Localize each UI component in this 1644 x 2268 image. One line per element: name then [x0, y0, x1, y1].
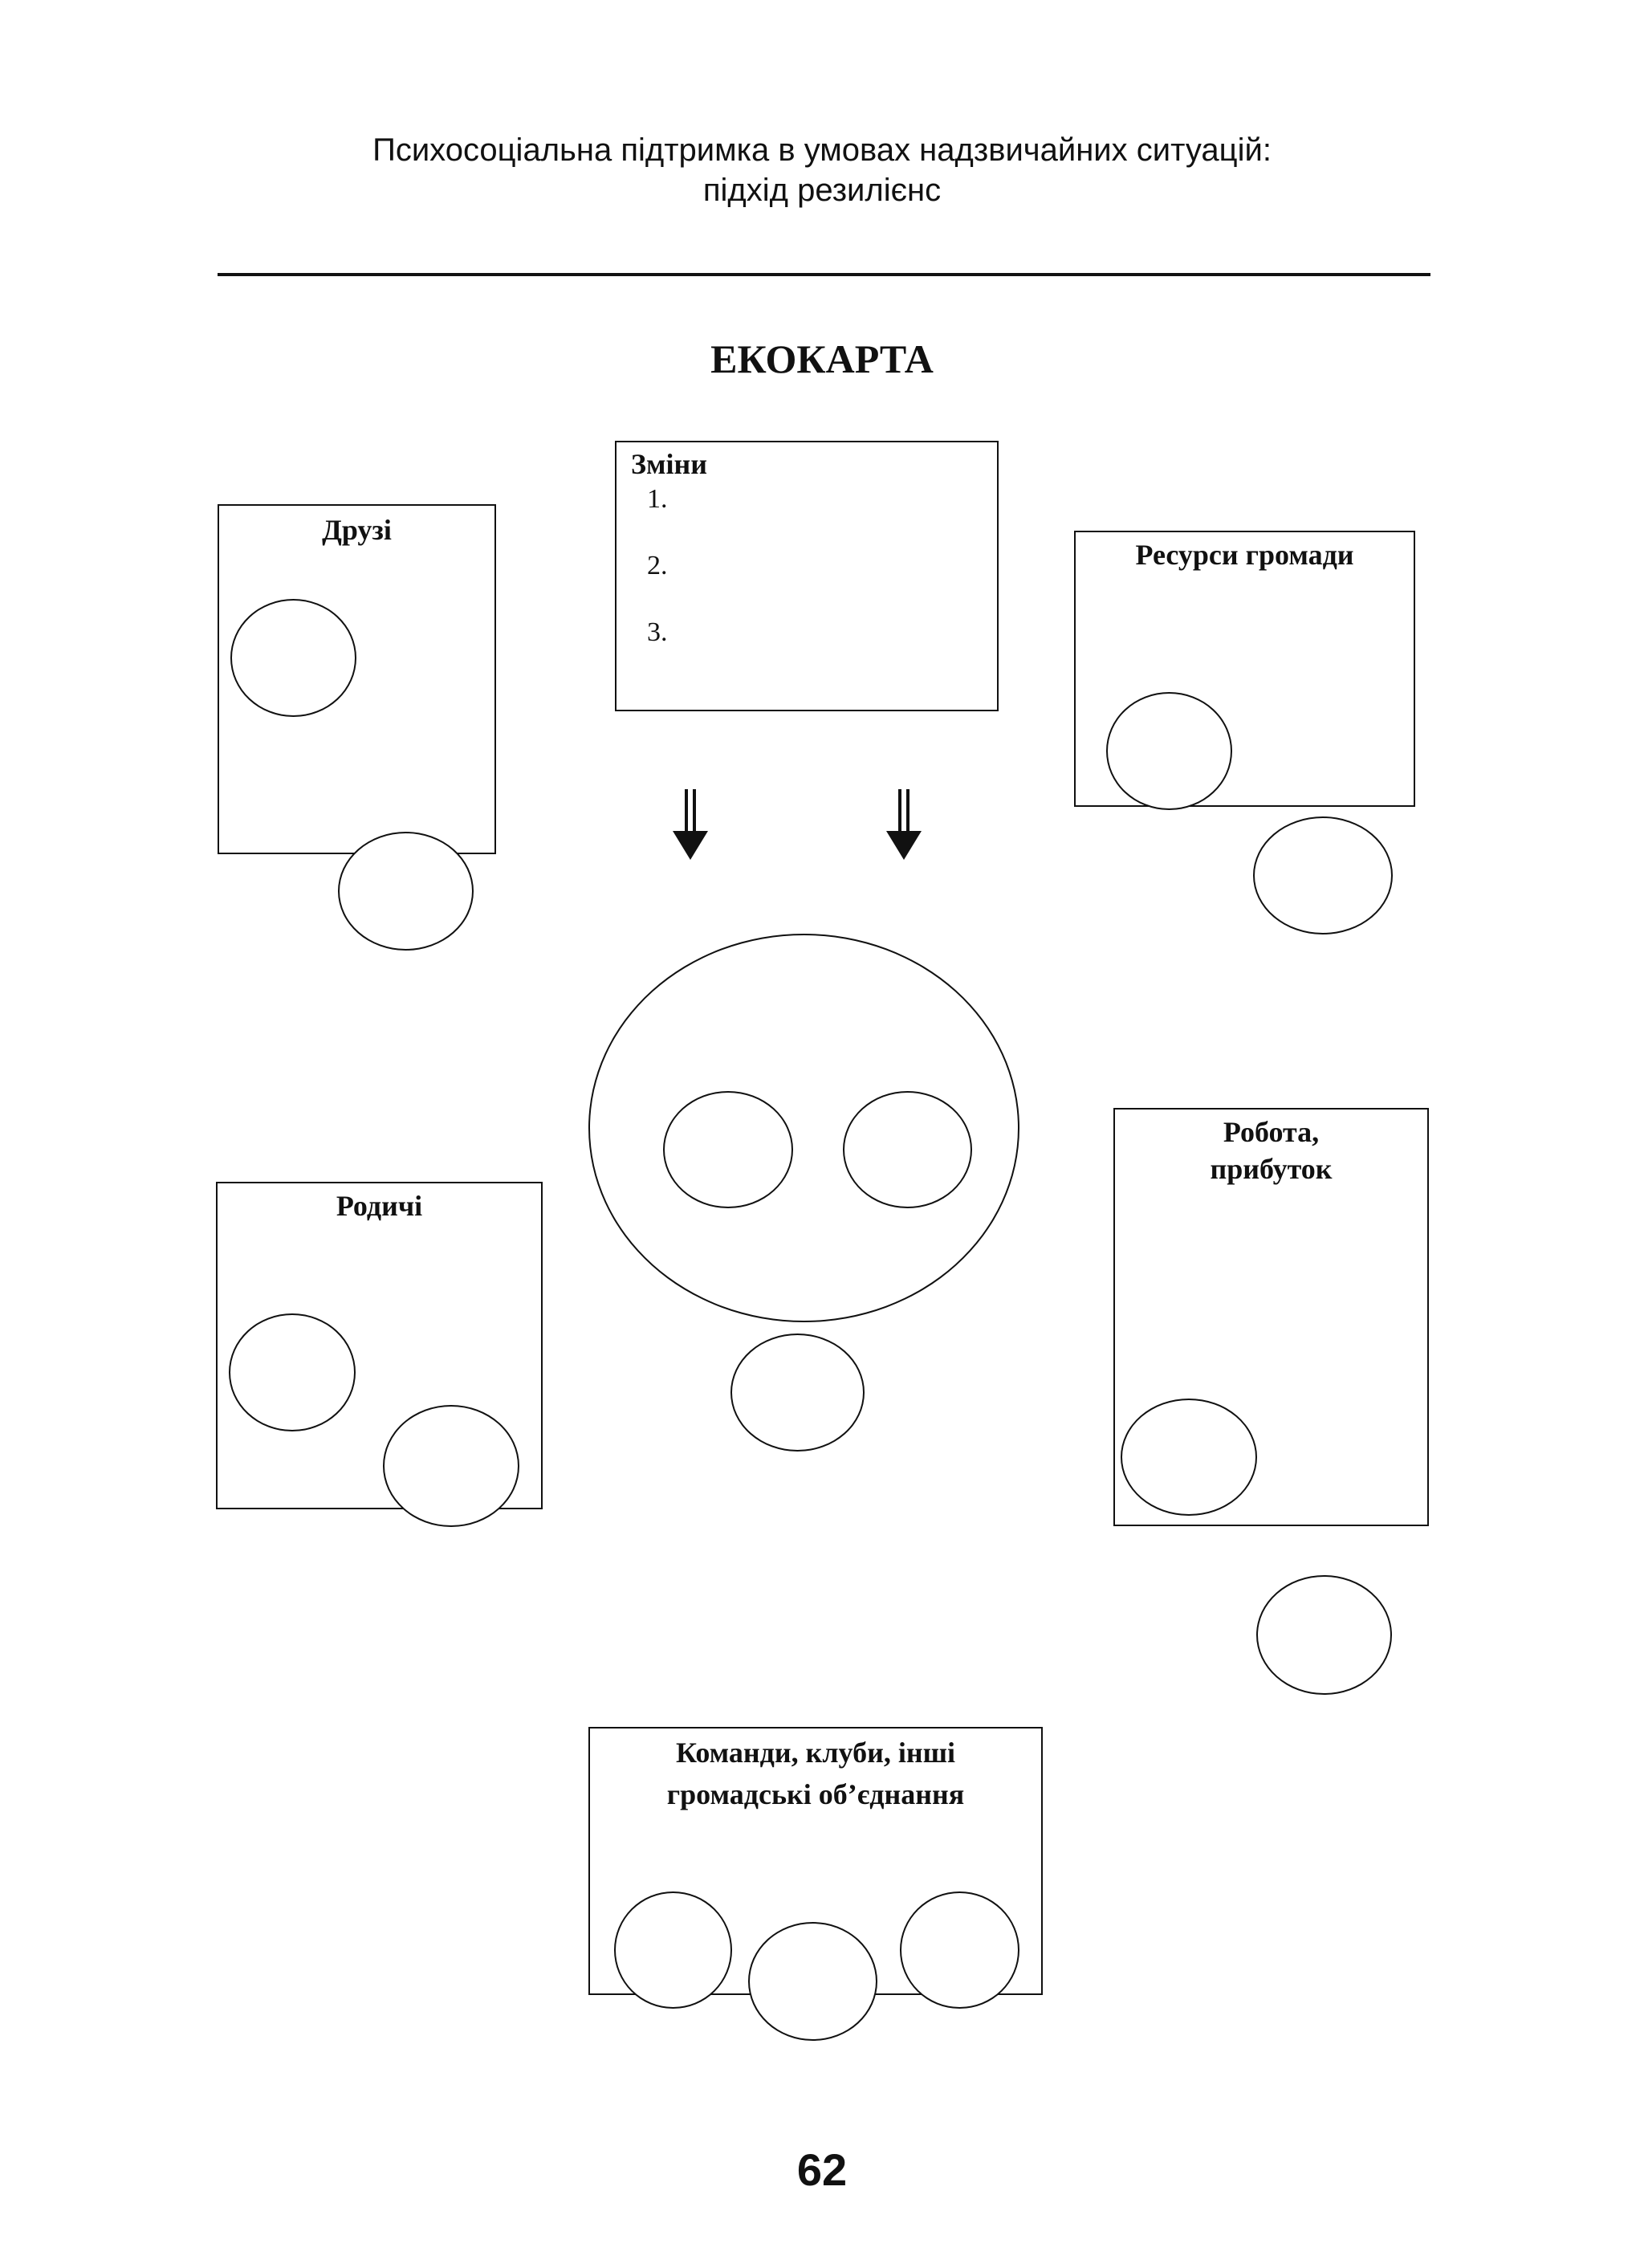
community-resources-circle-outer — [1253, 816, 1393, 934]
double-down-arrow-icon — [881, 788, 926, 861]
changes-label: Зміни — [631, 448, 708, 480]
teams-clubs-label-line-1: Команди, клуби, інші — [676, 1737, 955, 1769]
community-resources-circle-inner — [1106, 692, 1232, 810]
changes-box — [615, 441, 999, 711]
work-income-label-line-2: прибуток — [1210, 1153, 1333, 1185]
family-member-circle-left — [663, 1091, 793, 1208]
teams-clubs-circle-right — [900, 1891, 1019, 2009]
changes-item-2: 2. — [647, 551, 668, 580]
family-member-circle-right — [843, 1091, 972, 1208]
running-header-line-2: підхід резилієнс — [702, 173, 942, 208]
work-income-label-line-1: Робота, — [1223, 1116, 1320, 1148]
relatives-circle-inner — [229, 1313, 356, 1431]
community-resources-label: Ресурси громади — [1135, 539, 1354, 571]
teams-clubs-label-line-2: громадські об’єднання — [666, 1778, 965, 1810]
changes-item-1: 1. — [647, 484, 668, 514]
friends-circle-edge — [338, 832, 474, 951]
page-number: 62 — [796, 2144, 848, 2195]
header-rule — [218, 273, 1430, 276]
work-income-circle-outer — [1256, 1575, 1392, 1695]
work-income-circle-inner — [1121, 1399, 1257, 1516]
friends-label: Друзі — [322, 514, 392, 546]
family-circle-below — [730, 1334, 865, 1452]
changes-item-3: 3. — [647, 617, 668, 647]
teams-clubs-circle-middle — [748, 1922, 877, 2041]
teams-clubs-circle-left — [614, 1891, 732, 2009]
relatives-circle-edge — [383, 1405, 519, 1527]
relatives-label: Родичі — [336, 1190, 423, 1222]
double-down-arrow-icon — [668, 788, 713, 861]
page-title: ЕКОКАРТА — [710, 336, 934, 381]
running-header-line-1: Психосоціальна підтримка в умовах надзвичайних ситуацій: — [372, 132, 1272, 168]
friends-circle-inner — [230, 599, 356, 717]
